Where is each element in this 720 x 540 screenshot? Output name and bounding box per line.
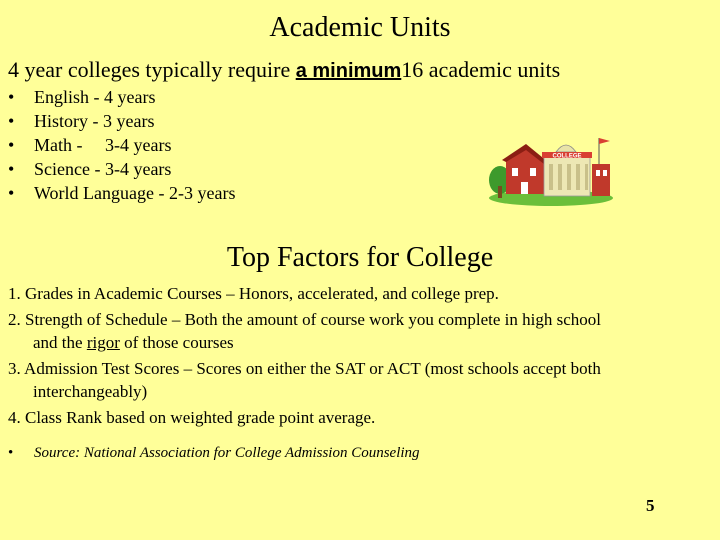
page-number: 5 [646,496,655,515]
list-item [8,133,235,157]
window-shape [530,168,536,176]
column-shape [576,164,580,190]
window-shape [596,170,600,176]
list-item [8,109,235,133]
requirement-science: Science - 3-4 years [34,159,172,179]
window-shape [603,170,607,176]
requirement-english: English - 4 years [34,87,156,107]
door-shape [521,182,528,194]
rigor-word: rigor [86,333,120,352]
factor-schedule-line1: 2. Strength of Schedule – Both the amount of course work you complete in high school [8,310,602,329]
bullet-icon: • [8,135,15,155]
column-shape [558,164,562,190]
college-building-clipart [486,128,616,206]
factors-list [8,282,718,432]
flag-icon [599,138,610,144]
factor-schedule-line2 [8,331,718,354]
right-wing-shape [592,164,610,196]
factor-test-scores [8,357,718,403]
window-shape [512,168,518,176]
requirement-history: History - 3 years [34,111,155,131]
section-title-academic-units: Academic Units [269,12,451,43]
intro-text-before: 4 year colleges typically require [8,57,296,82]
requirements-list [8,85,235,205]
list-item [8,85,235,109]
college-sign-text: COLLEGE [552,153,582,160]
source-citation [8,442,420,464]
bullet-icon: • [8,87,15,107]
source-text: Source: National Association for College Admission Counseling [34,445,420,461]
requirement-world-language: World Language - 2-3 years [34,183,236,203]
factor-test-scores-line1: 3. Admission Test Scores – Scores on either the SAT or ACT (most schools accept both [8,359,601,378]
intro-text-after: 16 academic units [401,57,561,82]
column-shape [585,164,588,190]
list-item [8,181,235,205]
tree-trunk-shape [498,186,502,198]
factor-class-rank: 4. Class Rank based on weighted grade point average. [8,408,376,427]
bullet-icon: • [8,445,14,461]
dome-shape [556,145,576,152]
factor-schedule-text-before: and the [33,333,87,352]
bullet-icon: • [8,183,15,203]
bullet-icon: • [8,111,15,131]
factor-schedule-text-after: of those courses [119,333,234,352]
list-item [8,157,235,181]
factor-test-scores-line2: interchangeably) [33,382,148,401]
column-shape [567,164,571,190]
section-title-top-factors: Top Factors for College [226,242,494,273]
bullet-icon: • [8,159,15,179]
academic-units-intro [8,55,560,86]
column-shape [549,164,553,190]
factor-grades: 1. Grades in Academic Courses – Honors, accelerated, and college prep. [8,284,499,303]
requirement-math: Math - 3-4 years [34,135,172,155]
intro-emphasis: a minimum [295,60,402,82]
factor-schedule [8,308,718,354]
